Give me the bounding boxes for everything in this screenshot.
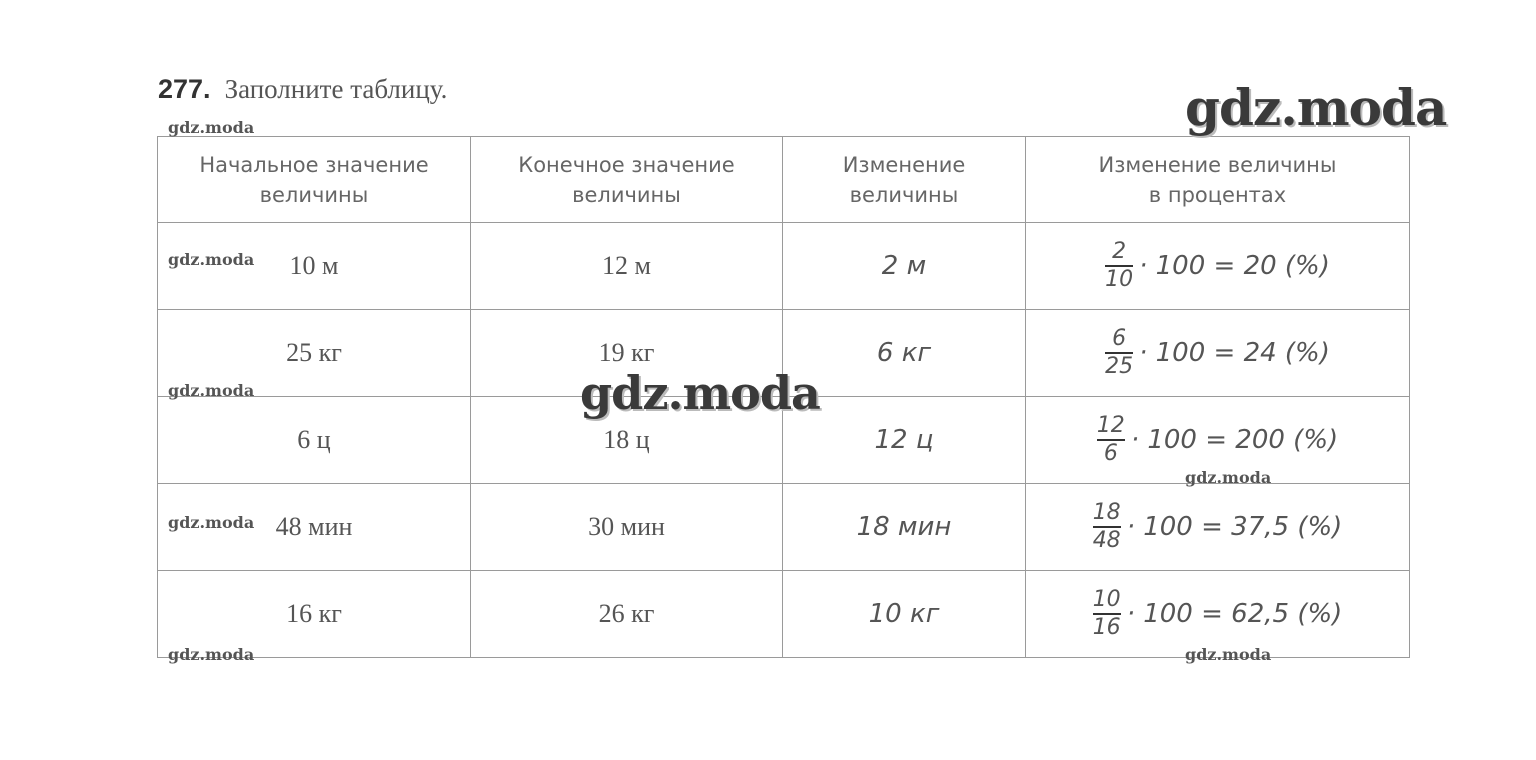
percent-cell: $\frac{2}{10}$ · 100 = 20 (%)	[1026, 223, 1410, 310]
start-value-cell: 10 м	[158, 223, 471, 310]
table-row	[158, 484, 1410, 571]
task-number: 277.	[158, 74, 211, 104]
watermark-small: gdz.moda	[1185, 468, 1272, 487]
change-cell: 18 мин	[783, 484, 1026, 571]
task-heading	[158, 74, 447, 105]
table-header-row	[158, 137, 1410, 223]
header-change: Изменение величины	[783, 137, 1026, 223]
task-text: Заполните таблицу.	[224, 74, 448, 104]
table-row	[158, 223, 1410, 310]
percent-cell: $\frac{10}{16}$ · 100 = 62,5 (%)	[1026, 571, 1410, 658]
header-change-percent: Изменение величины в процентах	[1026, 137, 1410, 223]
end-value-cell: 30 мин	[471, 484, 783, 571]
fraction: $\frac{10}{16}$	[1092, 587, 1121, 640]
change-cell: 12 ц	[783, 397, 1026, 484]
fraction: $\frac{2}{10}$	[1105, 239, 1134, 292]
start-value-cell: 25 кг	[158, 310, 471, 397]
start-value-cell: 6 ц	[158, 397, 471, 484]
end-value-cell: 18 ц	[471, 397, 783, 484]
percent-cell: $\frac{6}{25}$ · 100 = 24 (%)	[1026, 310, 1410, 397]
fraction: $\frac{12}{6}$	[1096, 413, 1125, 466]
end-value-cell: 19 кг	[471, 310, 783, 397]
start-value-cell: 16 кг	[158, 571, 471, 658]
watermark-small: gdz.moda	[168, 645, 255, 664]
watermark-small: gdz.moda	[168, 513, 255, 532]
watermark-logo: gdz.moda	[1185, 78, 1447, 137]
end-value-cell: 26 кг	[471, 571, 783, 658]
change-cell: 2 м	[783, 223, 1026, 310]
header-end-value: Конечное значение величины	[471, 137, 783, 223]
change-cell: 6 кг	[783, 310, 1026, 397]
watermark-logo: gdz.moda	[580, 366, 820, 420]
watermark-small: gdz.moda	[168, 118, 255, 137]
fraction: $\frac{6}{25}$	[1105, 326, 1134, 379]
watermark-small: gdz.moda	[1185, 645, 1272, 664]
watermark-small: gdz.moda	[168, 381, 255, 400]
end-value-cell: 12 м	[471, 223, 783, 310]
percent-cell: $\frac{12}{6}$ · 100 = 200 (%)	[1026, 397, 1410, 484]
change-cell: 10 кг	[783, 571, 1026, 658]
start-value-cell: 48 мин	[158, 484, 471, 571]
fraction: $\frac{18}{48}$	[1092, 500, 1121, 553]
watermark-small: gdz.moda	[168, 250, 255, 269]
header-start-value: Начальное значение величины	[158, 137, 471, 223]
percent-cell: $\frac{18}{48}$ · 100 = 37,5 (%)	[1026, 484, 1410, 571]
